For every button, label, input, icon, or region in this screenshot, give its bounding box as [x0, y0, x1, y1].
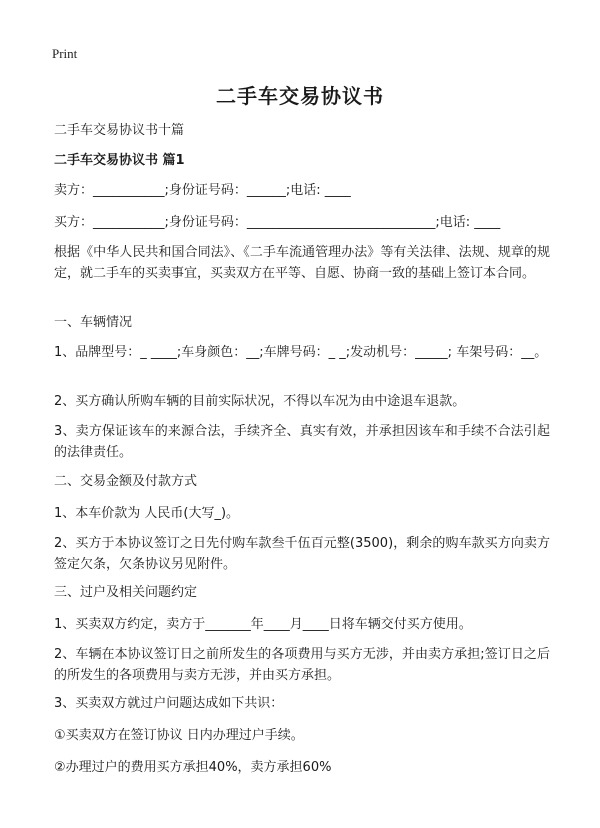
vehicle-info: 1、品牌型号：_ ____;车身颜色：__;车牌号码：_ _;发动机号：_____; 车架号码：__。	[54, 345, 548, 360]
sub-clause-2: ②办理过户的费用买方承担40%，卖方承担60%	[54, 760, 332, 775]
clause-1-2: 2、买方确认所购车辆的目前实际状况，不得以车况为由中途退车退款。	[54, 394, 466, 409]
document-subtitle: 二手车交易协议书十篇	[54, 123, 185, 138]
clause-2-1: 1、本车价款为 人民币(大写_)。	[54, 506, 240, 521]
buyer-line: 买方：___________;身份证号码：_____________________________;电话: ____	[54, 215, 501, 230]
clause-3-3: 3、买卖双方就过户问题达成如下共识：	[54, 696, 284, 711]
clause-3-2: 2、车辆在本协议签订日之前所发生的各项费用与买方无涉，并由卖方承担;签订日之后的所发生的各项费用与卖方无涉，并由买方承担。	[54, 647, 550, 683]
section-heading: 二手车交易协议书 篇1	[54, 153, 185, 168]
document-title: 二手车交易协议书	[216, 84, 384, 108]
seller-line: 卖方：___________;身份证号码：______;电话: ____	[54, 183, 351, 198]
intro-paragraph: 根据《中华人民共和国合同法》、《二手车流通管理办法》等有关法律、法规、规章的规定，就二手车的买卖事宜，买卖双方在平等、自愿、协商一致的基础上签订本合同。	[54, 245, 550, 281]
clause-2-2: 2、买方于本协议签订之日先付购车款叁千伍百元整(3500)，剩余的购车款买方向卖方签定欠条，欠条协议另见附件。	[54, 536, 550, 572]
clause-1-3: 3、卖方保证该车的来源合法，手续齐全、真实有效，并承担因该车和手续不合法引起的法律责任。	[54, 424, 550, 460]
section-3-title: 三、过户及相关问题约定	[54, 585, 198, 600]
section-1-title: 一、车辆情况	[54, 315, 133, 330]
section-2-title: 二、交易金额及付款方式	[54, 474, 198, 489]
sub-clause-1: ①买卖双方在签订协议 日内办理过户手续。	[54, 728, 304, 743]
clause-3-1: 1、买卖双方约定，卖方于_______年____月____日将车辆交付买方使用。	[54, 617, 472, 632]
print-link[interactable]: Print	[52, 46, 78, 61]
